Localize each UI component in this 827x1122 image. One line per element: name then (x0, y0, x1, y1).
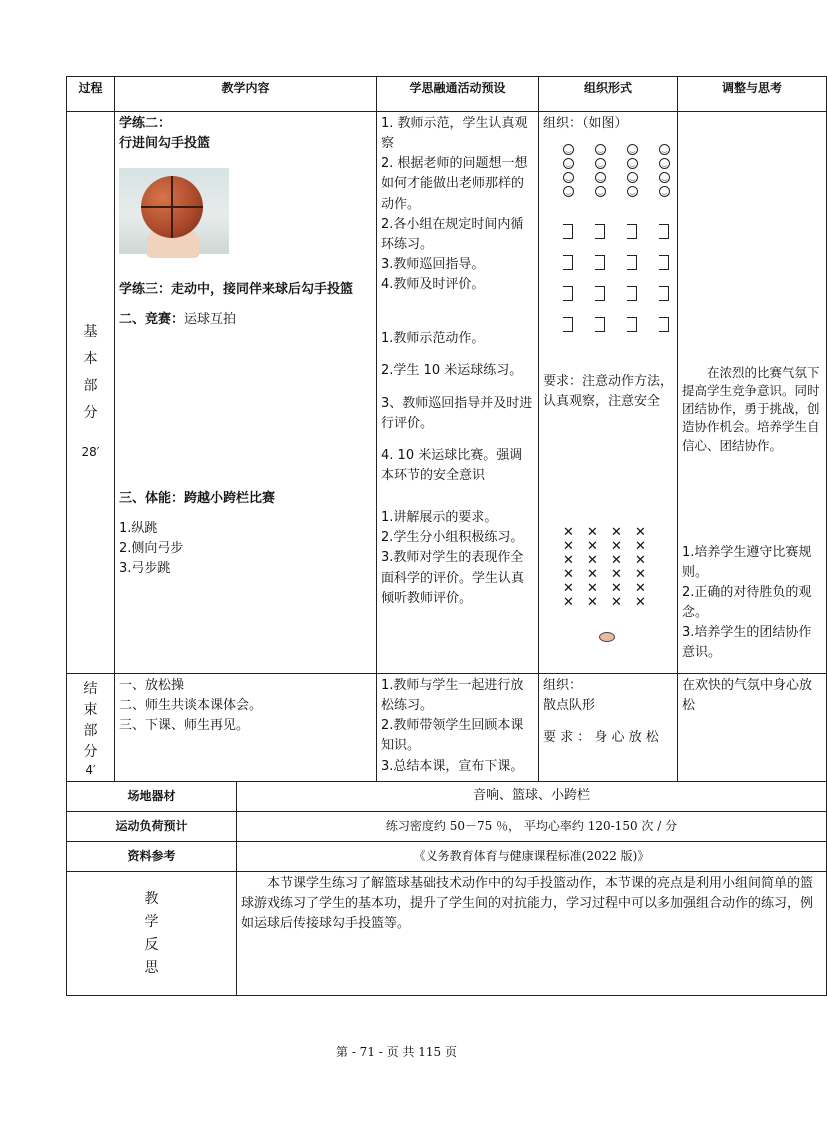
smiley-icon: ‿ (563, 158, 574, 169)
activity-item: 1.讲解展示的要求。 (381, 510, 498, 526)
stage-char: 基 (83, 324, 98, 340)
end-activity-item: 1.教师与学生一起进行放松练习。 (381, 678, 524, 714)
end-content-item: 三、下课、师生再见。 (119, 718, 250, 734)
end-reflection-text: 在欢快的气氛中身心放松 (682, 678, 813, 714)
activity-item: 4. 10 米运球比赛。强调本环节的安全意识 (381, 447, 523, 483)
cross-mark-icon: ✕ (587, 553, 598, 569)
stage-char: 分 (83, 743, 98, 760)
smiley-icon: ‿ (659, 158, 670, 169)
basic-stage-cell (67, 112, 115, 674)
student-bracket-icon (659, 286, 669, 301)
student-bracket-icon (659, 224, 669, 239)
end-org-requirement: 要 求 ： 身 心 放 松 (543, 730, 659, 746)
activity-item: 1.教师示范动作。 (381, 331, 485, 347)
reference-label: 资料参考 (67, 842, 237, 872)
header-activity: 学思融通活动预设 (377, 77, 539, 112)
cross-mark-icon: ✕ (563, 539, 574, 555)
smiley-icon: ‿ (659, 144, 670, 155)
header-row (67, 77, 827, 112)
cross-mark-icon: ✕ (563, 553, 574, 569)
fitness-item: 1.纵跳 (119, 520, 158, 536)
compete-label: 二、竞赛： (119, 312, 185, 328)
smiley-icon: ‿ (563, 172, 574, 183)
student-bracket-icon (563, 286, 573, 301)
activity-item: 3.教师对学生的表现作全面科学的评价。学生认真倾听教师评价。 (381, 550, 525, 606)
activity-item: 2. 根据老师的问题想一想如何才能做出老师那样的动作。 (381, 156, 528, 212)
stage-char: 部 (83, 378, 98, 394)
header-organization: 组织形式 (539, 77, 678, 112)
cross-mark-icon: ✕ (635, 567, 646, 583)
end-section-row (67, 674, 827, 782)
basketball-photo (119, 168, 229, 254)
end-org-label: 组织： (543, 678, 583, 693)
basic-content-cell (115, 112, 377, 674)
equipment-row (67, 782, 827, 812)
reference-row (67, 842, 827, 872)
smiley-icon: ‿ (627, 158, 638, 169)
activity-item: 3、教师巡回指导并及时进行评价。 (381, 395, 533, 431)
end-activity-item: 2.教师带领学生回顾本课知识。 (381, 718, 524, 754)
cross-mark-icon: ✕ (563, 567, 574, 583)
org-requirement: 要求：注意动作方法，认真观察，注意安全 (543, 374, 674, 410)
student-bracket-icon (595, 286, 605, 301)
cross-mark-icon: ✕ (611, 595, 622, 611)
stage-time: 28′ (81, 445, 100, 459)
end-content-item: 二、师生共谈本课体会。 (119, 698, 263, 714)
cross-mark-icon: ✕ (587, 539, 598, 555)
load-label: 运动负荷预计 (67, 812, 237, 842)
activity-item: 2.学生 10 米运球练习。 (381, 363, 523, 379)
student-bracket-icon (627, 255, 637, 270)
cross-mark-icon: ✕ (611, 581, 622, 597)
stage-char: 分 (83, 405, 98, 421)
stage-char: 结 (83, 680, 98, 697)
cross-mark-icon: ✕ (635, 553, 646, 569)
smiley-icon: ‿ (627, 186, 638, 197)
student-bracket-icon (563, 255, 573, 270)
stage-char: 部 (83, 722, 98, 739)
basic-organization-cell (539, 112, 678, 674)
cross-mark-icon: ✕ (635, 581, 646, 597)
end-activity-cell (377, 674, 539, 782)
cross-mark-icon: ✕ (563, 525, 574, 541)
basic-activity-cell (377, 112, 539, 674)
formation-diagram-basketball (543, 138, 673, 368)
stage-time: 4′ (85, 762, 96, 777)
student-bracket-icon (595, 255, 605, 270)
smiley-icon: ‿ (563, 186, 574, 197)
load-value: 练习密度约 50－75 ％， 平均心率约 120-150 次 / 分 (237, 812, 827, 842)
smiley-icon: ‿ (595, 172, 606, 183)
cross-mark-icon: ✕ (587, 581, 598, 597)
practice2-name: 行进间勾手投篮 (119, 136, 211, 152)
fitness-item: 2.侧向弓步 (119, 540, 184, 556)
cross-mark-icon: ✕ (635, 525, 646, 541)
student-bracket-icon (563, 317, 573, 332)
reference-value: 《义务教育体育与健康课程标准(2022 版)》 (237, 842, 827, 872)
basic-reflection-cell (678, 112, 827, 674)
org-label: 组织：（如图） (543, 116, 628, 131)
equipment-label: 场地器材 (67, 782, 237, 812)
label-char: 教 (144, 890, 159, 907)
student-bracket-icon (659, 317, 669, 332)
load-row (67, 812, 827, 842)
stage-char: 束 (83, 701, 98, 718)
label-char: 学 (144, 913, 159, 930)
smiley-icon: ‿ (627, 172, 638, 183)
reflection-list (682, 543, 822, 664)
teaching-reflection-row (67, 872, 827, 996)
activity-item: 2.各小组在规定时间内循环练习。 (381, 216, 524, 252)
smiley-icon: ‿ (627, 144, 638, 155)
cross-mark-icon: ✕ (635, 595, 646, 611)
compete-text: 运球互拍 (184, 312, 237, 328)
cross-mark-icon: ✕ (611, 567, 622, 583)
activity-item: 2.学生分小组积极练习。 (381, 530, 524, 546)
compete-line (119, 310, 372, 330)
student-bracket-icon (659, 255, 669, 270)
cross-mark-icon: ✕ (635, 539, 646, 555)
label-char: 思 (144, 959, 159, 976)
smiley-icon: ‿ (595, 186, 606, 197)
end-content-item: 一、放松操 (119, 678, 185, 693)
cross-mark-icon: ✕ (611, 539, 622, 555)
end-org-formation: 散点队形 (543, 698, 596, 714)
smiley-icon: ‿ (595, 144, 606, 155)
stage-char: 本 (83, 351, 98, 367)
cross-mark-icon: ✕ (611, 553, 622, 569)
student-bracket-icon (595, 317, 605, 332)
student-bracket-icon (595, 224, 605, 239)
student-bracket-icon (627, 224, 637, 239)
activity-item: 3.教师巡回指导。 (381, 256, 485, 272)
practice3-title: 学练三：走动中，接同伴来球后勾手投篮 (119, 282, 354, 298)
student-bracket-icon (563, 224, 573, 239)
end-organization-cell (539, 674, 678, 782)
end-stage-cell (67, 674, 115, 782)
smiley-icon: ‿ (595, 158, 606, 169)
lesson-plan-table (66, 76, 827, 996)
reflection-item: 3.培养学生的团结协作意识。 (682, 625, 812, 661)
student-bracket-icon (627, 286, 637, 301)
header-content: 教学内容 (115, 77, 377, 112)
end-content-cell (115, 674, 377, 782)
cross-mark-icon: ✕ (611, 525, 622, 541)
header-reflection: 调整与思考 (678, 77, 827, 112)
activity-item: 1. 教师示范，学生认真观察 (381, 116, 528, 152)
fitness-item: 3.弓步跳 (119, 560, 171, 576)
reflection-paragraph: 在浓烈的比赛气氛下提高学生竞争意识。同时团结协作，勇于挑战，创造协作机会。培养学生自信心、团结协作。 (682, 365, 820, 453)
teaching-reflection-label (67, 872, 237, 996)
activity-item: 4.教师及时评价。 (381, 277, 485, 293)
header-process: 过程 (67, 77, 115, 112)
teaching-reflection-text: 本节课学生练习了解篮球基础技术动作中的勾手投篮动作，本节课的亮点是利用小组间简单的篮球游戏练习了学生的基本功，提升了学生间的对抗能力，学习过程中可以多加强组合动作的练习，例如运球后传接球勾手投篮等。 (237, 872, 827, 996)
cross-mark-icon: ✕ (587, 567, 598, 583)
cross-mark-icon: ✕ (563, 581, 574, 597)
ball-marker (599, 632, 615, 642)
end-reflection-cell (678, 674, 827, 782)
reflection-item: 1.培养学生遵守比赛规则。 (682, 544, 812, 580)
smiley-icon: ‿ (659, 172, 670, 183)
smiley-icon: ‿ (659, 186, 670, 197)
cross-mark-icon: ✕ (587, 595, 598, 611)
fitness-title: 三、体能：跨越小跨栏比赛 (119, 490, 276, 506)
label-char: 反 (144, 936, 159, 953)
cross-mark-icon: ✕ (587, 525, 598, 541)
equipment-value: 音响、篮球、小跨栏 (237, 782, 827, 812)
smiley-icon: ‿ (563, 144, 574, 155)
student-bracket-icon (627, 317, 637, 332)
practice2-title: 学练二： (119, 116, 172, 131)
formation-diagram-hurdle (543, 524, 673, 654)
reflection-item: 2.正确的对待胜负的观念。 (682, 584, 812, 621)
basic-section-row (67, 112, 827, 674)
page-footer: 第 - 71 - 页 共 115 页 (336, 1045, 457, 1059)
end-activity-item: 3.总结本课，宣布下课。 (381, 758, 524, 774)
cross-mark-icon: ✕ (563, 595, 574, 611)
